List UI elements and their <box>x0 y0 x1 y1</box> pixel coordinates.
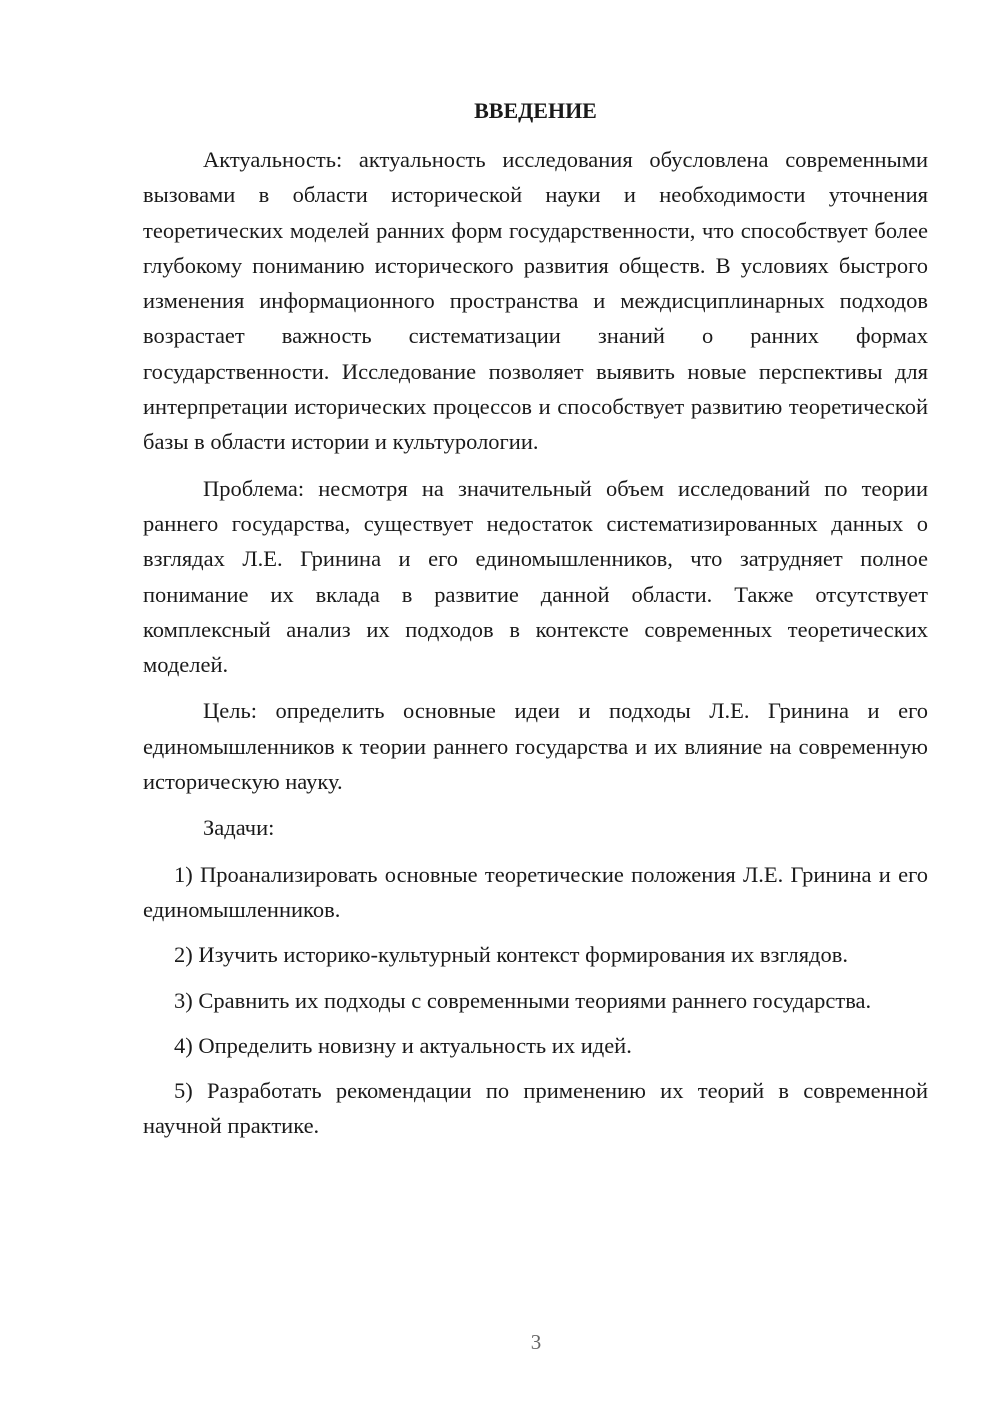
tasks-label: Задачи: <box>203 815 275 841</box>
paragraph-problem: Проблема: несмотря на значительный объем исследований по теории раннего государства, существует недостаток систематизированных данных о взглядах Л.Е. Гринина и его единомышленников, что затрудняет полное понимание их вклада в развитие данной области. Также отсутствует комплексный анализ их подходов в контексте современных теоретических моделей. <box>143 475 928 678</box>
document-page <box>143 94 928 1154</box>
paragraph-relevance: Актуальность: актуальность исследования обусловлена современными вызовами в области исторической науки и необходимости уточнения теоретических моделей ранних форм государственности, что способствует более глубокому пониманию исторического развития обществ. В условиях быстрого изменения информационного пространства и междисциплинарных подходов возрастает важность систематизации знаний о ранних формах государственности. Исследование позволяет выявить новые перспективы для интерпретации исторических процессов и способствует развитию теоретической базы в области истории и культурологии. <box>143 147 928 455</box>
task-item-1: 1) Проанализировать основные теоретические положения Л.Е. Гринина и его единомышленников. <box>143 861 928 922</box>
task-item-2: 2) Изучить историко-культурный контекст формирования их взглядов. <box>174 942 849 968</box>
task-item-5: 5) Разработать рекомендации по применению их теорий в современной научной практике. <box>143 1078 928 1139</box>
task-item-4: 4) Определить новизну и актуальность их идей. <box>174 1032 632 1058</box>
paragraph-goal: Цель: определить основные идеи и подходы Л.Е. Гринина и его единомышленников к теории раннего государства и их влияние на современную историческую науку. <box>143 698 928 795</box>
section-title: ВВЕДЕНИЕ <box>474 98 597 123</box>
task-item-3: 3) Сравнить их подходы с современными теориями раннего государства. <box>174 987 872 1013</box>
page-number: 3 <box>530 1330 542 1354</box>
